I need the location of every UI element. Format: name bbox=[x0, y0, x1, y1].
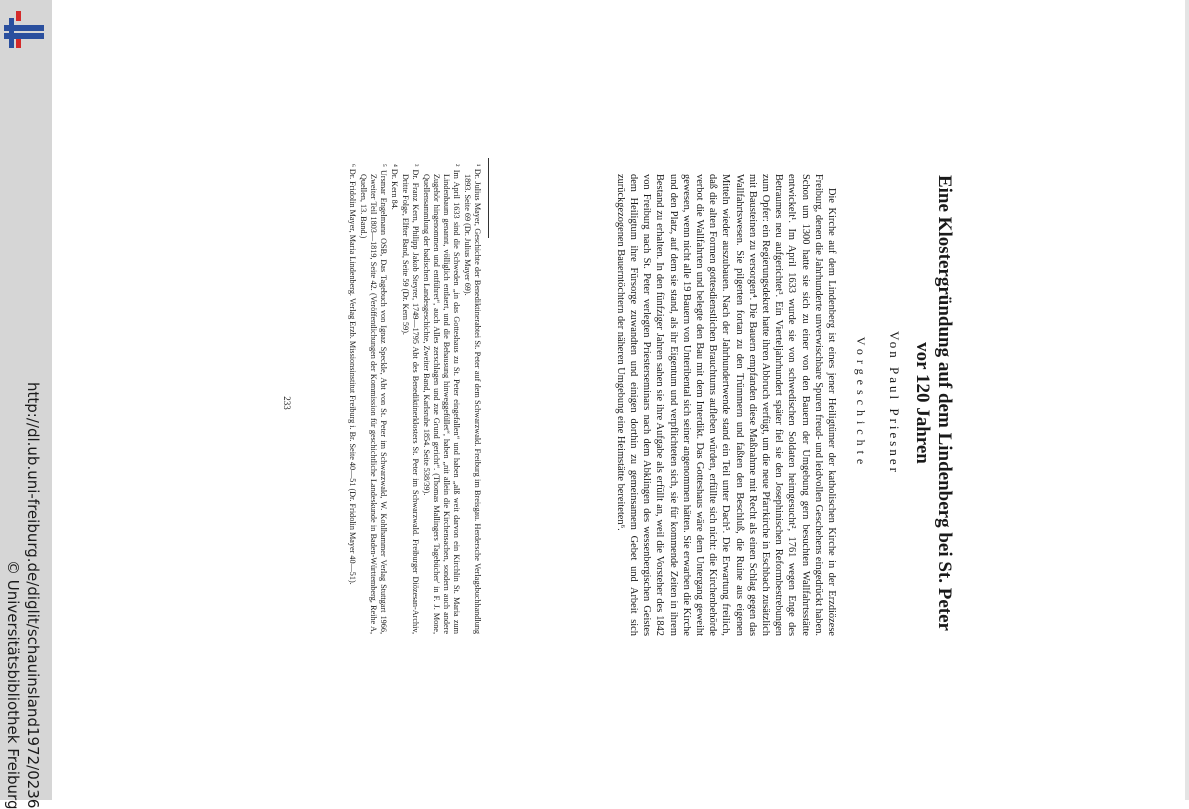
article-title-line2: vor 120 Jahren bbox=[912, 342, 933, 464]
scanned-page bbox=[282, 158, 955, 648]
author-byline: Von Paul Priesner bbox=[887, 331, 902, 475]
footnote-item: ¹ Dr. Julius Mayer, Geschichte der Benediktinerabtei St. Peter auf dem Schwarzwald. Freiburg im Breisgau. Herdersche Verlagsbuchhandlung 1893. Seite 69 (Dr. Julius Mayer 69). bbox=[463, 164, 482, 634]
footnote-item: ⁴ Dr. Kern 84. bbox=[390, 164, 399, 210]
university-library-logo-icon bbox=[2, 6, 46, 50]
footnote-divider bbox=[488, 158, 489, 238]
source-url[interactable]: http://dl.ub.uni-freiburg.de/diglit/schauinsland1972/0236 bbox=[24, 382, 42, 809]
footnote-item: ³ Dr. Franz Kern, Philipp Jakob Steyrer, 1749—1795 Abt des Benediktinerklosters St. Peter im Schwarzwald. Freiburger Diözesan-Archiv, Dritte Folge, Elfter Band, Seite 59 (Dr. Kern 59). bbox=[401, 164, 420, 634]
copyright-notice: © Universitätsbibliothek Freiburg bbox=[4, 560, 22, 809]
viewer-sidebar bbox=[0, 0, 52, 809]
section-heading: Vorgeschichte bbox=[854, 336, 868, 470]
footnote-item: ⁶ Dr. Fridolin Mayer, Maria Lindenberg. Verlag Erzb. Missionsinstitut Freiburg i. Br. Seite 40—51 (Dr. Fridolin Mayer 40—51). bbox=[348, 164, 357, 585]
footnote-list bbox=[346, 164, 482, 634]
viewer-right-edge bbox=[1185, 0, 1189, 800]
footnote-item: ⁵ Ursmar Engelmann OSB, Das Tagebuch von Ignaz Speckle, Abt von St. Peter im Schwarzwald, W. Kohlhammer Verlag Stuttgart 1966, Zweiter Teil 1803—1819, Seite 42. (Veröffentlichungen der Kommission für geschichtliche Landeskunde in Baden-Württemberg, Reihe A, Quellen, 13. Band.) bbox=[359, 164, 388, 634]
article-title: Eine Klostergründung auf dem Lindenberg bei St. Peter bbox=[934, 174, 955, 631]
body-paragraph: Die Kirche auf dem Lindenberg ist eines jener Heiligtümer der katholischen Kirche in der Erzdiözese Freiburg, denen die Jahrhunderte unverwischbare Spuren freud- und leidvollen Geschehens eingedrückt haben. Schon um 1300 hatte sie sich zu einer von den Bauern der Umgebung gern besuchten Wallfahrtsstätte entwickelt¹. Im April 1633 wurde sie von schwedischen Soldaten heimgesucht², 1761 wegen Enge des Betraumes neu aufgerichtet³. Ein Vierteljahrhundert später fiel sie den Josephinischen Reformbestrebungen zum Opfer: ein Regierungsdekret hatte ihren Abbruch verfügt, um die neue Pfarrkirche in Eschbach zusätzlich mit Bausteinen zu versorgen⁴. Die Bauern empfanden diese Maßnahme mit Recht als einen Schlag gegen das Wallfahrtswesen. Sie pilgerten fortan zu den Trümmern und faßten den Beschluß, die Ruine aus eigenen Mitteln wieder auszubauen. Nach der Jahrhundertwende stand ein Teil unter Dach⁵. Die Erwartung freilich, daß die alten Formen gottesdienstlichen Brauchtums aufleben würden, erfüllte sich nicht: die Kirchenbehörde verbot die Wallfahrten und belegte den Bau mit dem Interdikt. Das Gotteshaus wäre dem Untergang geweiht gewesen, wenn nicht alle 19 Bauern von Unteribental sich seiner angenommen hätten. Sie erwarben die Kirche und den Platz, auf dem sie stand, als ihr Eigentum und verpflichteten sich, sie für kommende Zeiten in ihrem Bestand zu erhalten. In den fünfziger Jahren sahen sie ihre Aufgabe als erfüllt an, weil die Vorsteher des 1842 von Freiburg nach St. Peter verlegten Priesterseminars nach dem Abklingen des wessenbergischen Geistes dem Heiligtum ihre Fürsorge zuwandten und einigen dorthin zu gemeinsamem Gebet und Arbeit sich zurückgezogenen Bauerntöchtern der näheren Umgebung eine Heimstätte bereiteten⁶. bbox=[614, 174, 837, 636]
page-number: 233 bbox=[282, 396, 292, 410]
footnote-item: ² Im April 1633 sind die Schweden „in das Gotteshaus zu St. Peter eingefallen“ und haben „alß weit darvon ein Kirchlin St. Maria zum Lindenbaum genannt, völliglich entlaert, und die Behausung hinweggefüllet“, haben „nit allein die Kirchensachen, sondern auch andere Zugehör hingenommen und entführet“, auch Alles zerschlagen und zue Grund gericht“. (Thomas Mallingers Tagebücher' in F. J. Mone, Quellensammlung der badischen Landesgeschichte, Zweiter Band, Karlsruhe 1854. Seite 538/39). bbox=[422, 164, 461, 634]
